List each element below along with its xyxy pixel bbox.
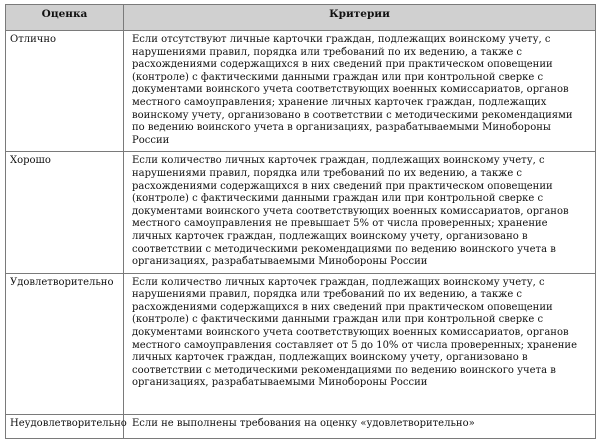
criteria-table xyxy=(5,4,596,439)
grade-cell: Хорошо xyxy=(6,152,124,273)
table-row xyxy=(6,273,596,414)
criteria-cell: Если количество личных карточек граждан, подлежащих воинскому учету, с нарушениями правил, порядка или требований по их ведению, а также с расхождениями содержащихся в них сведений при практическом оповещении (контроле) с фактическими данными граждан или при контрольной сверке с документами воинского учета соответствующих военных комиссариатов, органов местного самоуправления составляет от 5 до 10% от числа проверенных; хранение личных карточек граждан, подлежащих воинскому учету, организовано в соответствии с методическими рекомендациями по ведению воинского учета в организациях, разрабатываемыми Минобороны России xyxy=(124,273,596,414)
grade-cell: Неудовлетворительно xyxy=(6,414,124,438)
grade-cell: Отлично xyxy=(6,31,124,152)
table-header-row xyxy=(6,5,596,31)
grade-cell: Удовлетворительно xyxy=(6,273,124,414)
column-header-grade: Оценка xyxy=(6,5,124,31)
table-row xyxy=(6,152,596,273)
criteria-cell: Если не выполнены требования на оценку «удовлетворительно» xyxy=(124,414,596,438)
table-row xyxy=(6,31,596,152)
column-header-criteria: Критерии xyxy=(124,5,596,31)
criteria-cell: Если отсутствуют личные карточки граждан, подлежащих воинскому учету, с нарушениями правил, порядка или требований по их ведению, а также с расхождениями содержащихся в них сведений при практическом оповещении (контроле) с фактическими данными граждан или при контрольной сверке с документами воинского учета соответствующих военных комиссариатов, органов местного самоуправления; хранение личных карточек граждан, подлежащих воинскому учету, организовано в соответствии с методическими рекомендациями по ведению воинского учета в организациях, разрабатываемыми Минобороны России xyxy=(124,31,596,152)
table-row xyxy=(6,414,596,438)
criteria-cell: Если количество личных карточек граждан, подлежащих воинскому учету, с нарушениями правил, порядка или требований по их ведению, а также с расхождениями содержащихся в них сведений при практическом оповещении (контроле) с фактическими данными граждан или при контрольной сверке с документами воинского учета соответствующих военных комиссариатов, органов местного самоуправления не превышает 5% от числа проверенных; хранение личных карточек граждан, подлежащих воинскому учету, организовано в соответствии с методическими рекомендациями по ведению воинского учета в организациях, разрабатываемыми Минобороны России xyxy=(124,152,596,273)
